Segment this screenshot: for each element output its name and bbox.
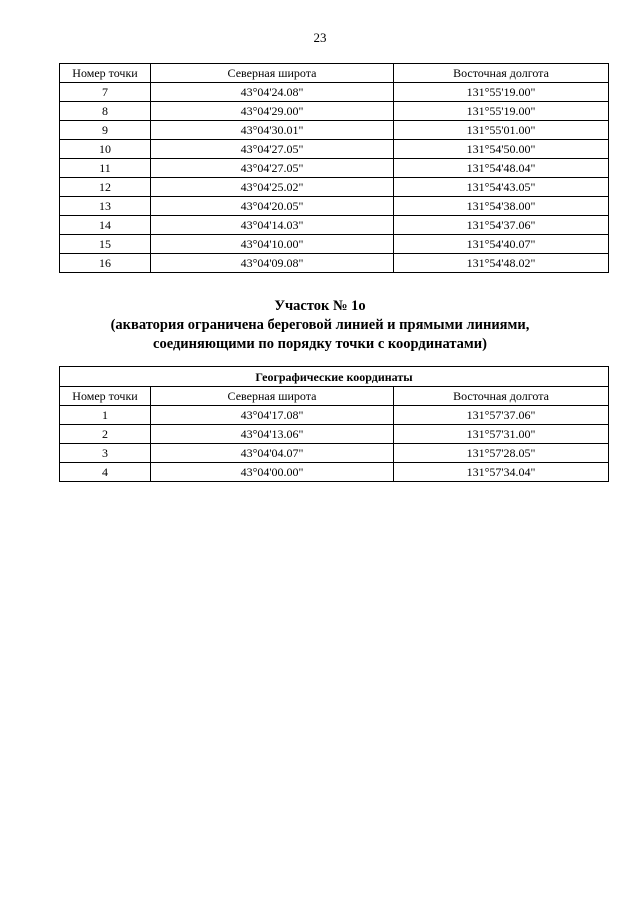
table-group-header-row: [60, 367, 609, 387]
point-number-cell: 12: [60, 178, 151, 197]
table-row: [60, 121, 609, 140]
header-point-number: Номер точки: [60, 64, 151, 83]
header-east-longitude: Восточная долгота: [394, 387, 609, 406]
north-latitude-cell: 43°04'29.00": [151, 102, 394, 121]
north-latitude-cell: 43°04'09.08": [151, 254, 394, 273]
east-longitude-cell: 131°54'40.07": [394, 235, 609, 254]
point-number-cell: 4: [60, 463, 151, 482]
east-longitude-cell: 131°57'34.04": [394, 463, 609, 482]
north-latitude-cell: 43°04'24.08": [151, 83, 394, 102]
north-latitude-cell: 43°04'04.07": [151, 444, 394, 463]
north-latitude-cell: 43°04'30.01": [151, 121, 394, 140]
north-latitude-cell: 43°04'27.05": [151, 140, 394, 159]
page-number: 23: [313, 30, 327, 45]
north-latitude-cell: 43°04'25.02": [151, 178, 394, 197]
table-row: [60, 425, 609, 444]
east-longitude-cell: 131°55'01.00": [394, 121, 609, 140]
east-longitude-cell: 131°57'28.05": [394, 444, 609, 463]
point-number-cell: 10: [60, 140, 151, 159]
point-number-cell: 16: [60, 254, 151, 273]
section-title-description-line1: (акватория ограничена береговой линией и прямыми линиями,: [110, 317, 530, 333]
point-number-cell: 8: [60, 102, 151, 121]
north-latitude-cell: 43°04'27.05": [151, 159, 394, 178]
east-longitude-cell: 131°57'31.00": [394, 425, 609, 444]
north-latitude-cell: 43°04'20.05": [151, 197, 394, 216]
point-number-cell: 13: [60, 197, 151, 216]
point-number-cell: 2: [60, 425, 151, 444]
east-longitude-cell: 131°54'50.00": [394, 140, 609, 159]
north-latitude-cell: 43°04'10.00": [151, 235, 394, 254]
header-north-latitude: Северная широта: [151, 387, 394, 406]
coordinates-table-1: [59, 63, 609, 273]
point-number-cell: 14: [60, 216, 151, 235]
table-2-body: [60, 406, 609, 482]
table-row: [60, 406, 609, 425]
coordinates-table-2: [59, 366, 609, 482]
east-longitude-cell: 131°54'38.00": [394, 197, 609, 216]
north-latitude-cell: 43°04'14.03": [151, 216, 394, 235]
east-longitude-cell: 131°54'48.04": [394, 159, 609, 178]
east-longitude-cell: 131°54'37.06": [394, 216, 609, 235]
east-longitude-cell: 131°55'19.00": [394, 83, 609, 102]
table-row: [60, 197, 609, 216]
header-north-latitude: Северная широта: [151, 64, 394, 83]
section-title: [0, 297, 640, 354]
table-row: [60, 254, 609, 273]
header-east-longitude: Восточная долгота: [394, 64, 609, 83]
east-longitude-cell: 131°54'48.02": [394, 254, 609, 273]
point-number-cell: 3: [60, 444, 151, 463]
table-row: [60, 235, 609, 254]
table-row: [60, 216, 609, 235]
table-row: [60, 463, 609, 482]
table-row: [60, 140, 609, 159]
section-title-description-line2: соединяющими по порядку точки с координатами): [153, 336, 487, 352]
north-latitude-cell: 43°04'00.00": [151, 463, 394, 482]
east-longitude-cell: 131°55'19.00": [394, 102, 609, 121]
table-row: [60, 444, 609, 463]
north-latitude-cell: 43°04'17.08": [151, 406, 394, 425]
header-point-number: Номер точки: [60, 387, 151, 406]
point-number-cell: 11: [60, 159, 151, 178]
east-longitude-cell: 131°54'43.05": [394, 178, 609, 197]
east-longitude-cell: 131°57'37.06": [394, 406, 609, 425]
table-header-row: [60, 387, 609, 406]
table-row: [60, 178, 609, 197]
group-header-geographic-coordinates: Географические координаты: [60, 367, 609, 387]
table-header-row: [60, 64, 609, 83]
point-number-cell: 15: [60, 235, 151, 254]
table-row: [60, 102, 609, 121]
north-latitude-cell: 43°04'13.06": [151, 425, 394, 444]
table-row: [60, 83, 609, 102]
point-number-cell: 9: [60, 121, 151, 140]
section-title-heading: Участок № 1о: [274, 298, 366, 314]
point-number-cell: 1: [60, 406, 151, 425]
table-1-body: [60, 83, 609, 273]
table-row: [60, 159, 609, 178]
point-number-cell: 7: [60, 83, 151, 102]
